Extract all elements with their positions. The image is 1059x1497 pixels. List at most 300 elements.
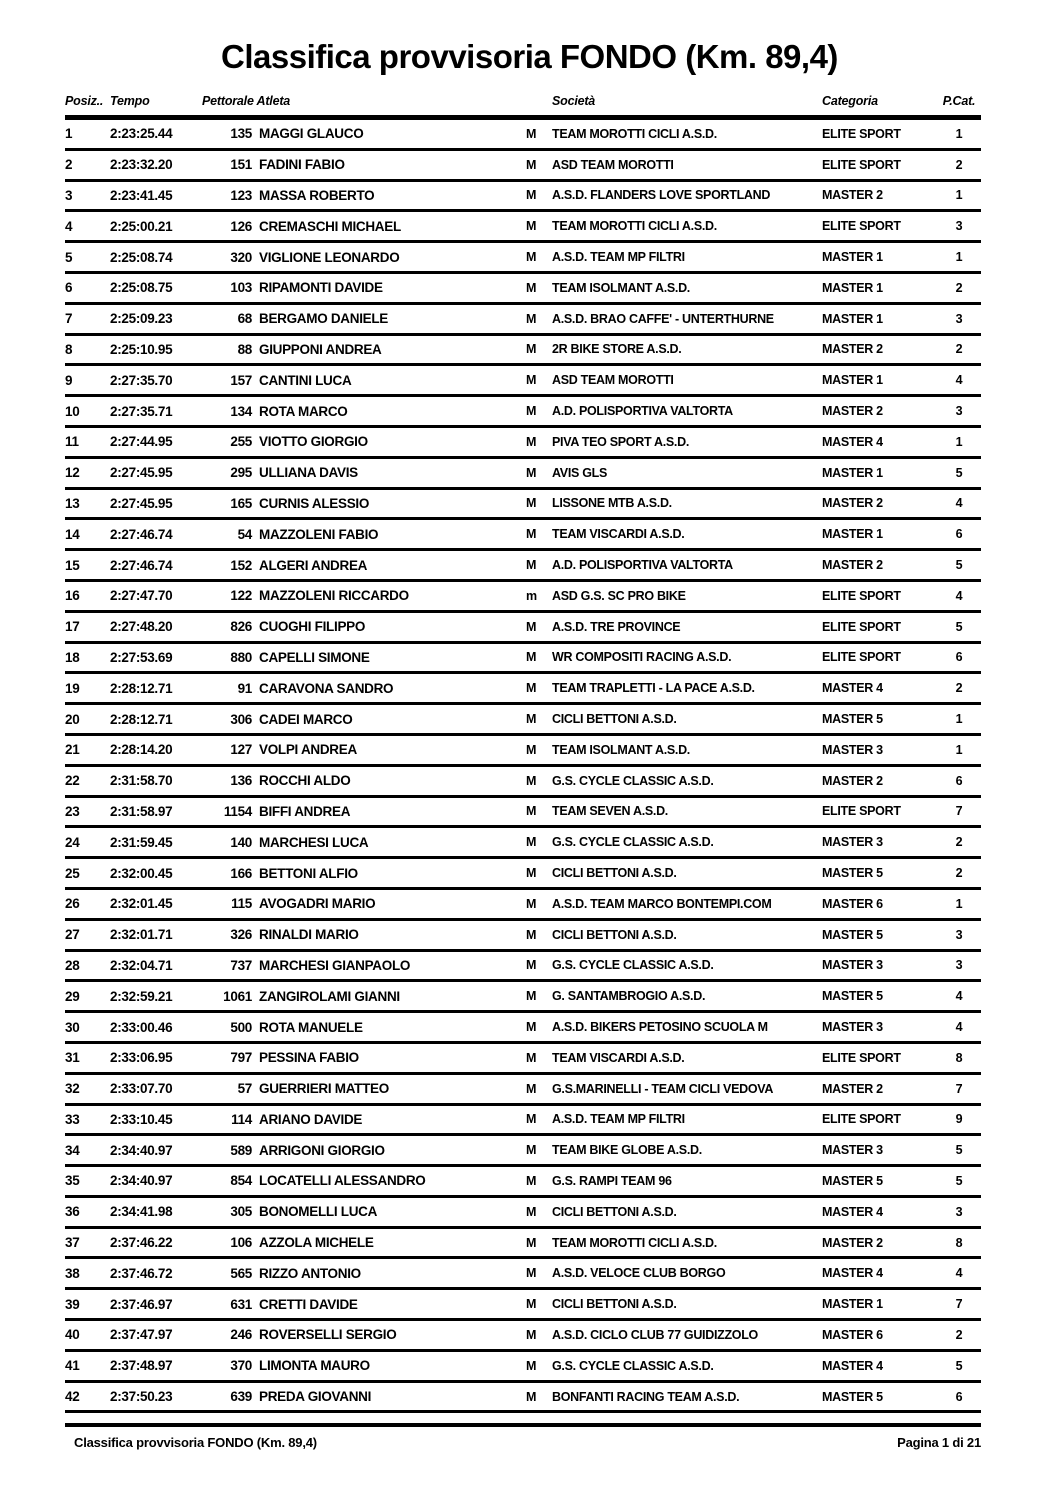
cell-pcat: 6 <box>955 1389 963 1404</box>
table-row <box>65 644 981 675</box>
cell-pettorale: 166 <box>230 865 252 881</box>
cell-sesso: M <box>526 1297 537 1312</box>
cell-pcat: 4 <box>955 588 963 603</box>
cell-categoria: MASTER 6 <box>822 896 883 911</box>
cell-atleta: LIMONTA MAURO <box>259 1358 370 1374</box>
table-row <box>65 613 981 644</box>
cell-tempo: 2:28:14.20 <box>110 742 173 758</box>
cell-tempo: 2:25:00.21 <box>110 218 173 234</box>
cell-atleta: PREDA GIOVANNI <box>259 1389 372 1405</box>
cell-posizione: 22 <box>65 773 80 789</box>
cell-sesso: M <box>526 1266 537 1281</box>
cell-sesso: M <box>526 804 537 819</box>
cell-posizione: 10 <box>65 403 80 419</box>
cell-tempo: 2:27:44.95 <box>110 434 173 450</box>
cell-sesso: M <box>526 835 537 850</box>
cell-atleta: BIFFI ANDREA <box>259 803 351 819</box>
cell-pettorale: 136 <box>230 773 252 789</box>
cell-pcat: 1 <box>955 188 963 203</box>
table-row <box>65 767 981 798</box>
cell-posizione: 39 <box>65 1296 80 1312</box>
cell-pcat: 3 <box>955 927 963 942</box>
cell-sesso: M <box>526 1389 537 1404</box>
cell-tempo: 2:28:12.71 <box>110 711 173 727</box>
column-header-spacer <box>522 94 552 108</box>
cell-pettorale: 246 <box>230 1327 252 1343</box>
cell-tempo: 2:37:47.97 <box>110 1327 173 1343</box>
cell-categoria: MASTER 2 <box>822 404 883 419</box>
cell-sesso: M <box>526 1112 537 1127</box>
cell-atleta: ROTA MARCO <box>259 403 348 419</box>
table-row <box>65 1075 981 1106</box>
cell-sesso: M <box>526 712 537 727</box>
cell-posizione: 15 <box>65 557 80 573</box>
cell-societa: A.S.D. TRE PROVINCE <box>552 619 681 634</box>
cell-societa: A.S.D. TEAM MP FILTRI <box>552 250 685 265</box>
cell-pettorale: 140 <box>230 834 252 850</box>
cell-sesso: M <box>526 1204 537 1219</box>
cell-atleta: AZZOLA MICHELE <box>259 1235 374 1251</box>
cell-pettorale: 114 <box>231 1111 252 1127</box>
cell-sesso: M <box>526 219 537 234</box>
table-row <box>65 366 981 397</box>
cell-tempo: 2:37:46.22 <box>110 1235 173 1251</box>
cell-pcat: 7 <box>955 804 963 819</box>
cell-posizione: 42 <box>65 1389 80 1405</box>
cell-categoria: MASTER 3 <box>822 835 883 850</box>
cell-posizione: 30 <box>65 1019 80 1035</box>
cell-pettorale: 122 <box>230 588 252 604</box>
cell-pcat: 2 <box>955 157 963 172</box>
table-row <box>65 1259 981 1290</box>
cell-pcat: 5 <box>955 465 963 480</box>
cell-tempo: 2:37:46.72 <box>110 1265 173 1281</box>
table-row <box>65 1044 981 1075</box>
cell-tempo: 2:32:01.71 <box>110 927 173 943</box>
cell-atleta: ZANGIROLAMI GIANNI <box>259 988 400 1004</box>
cell-tempo: 2:27:45.95 <box>110 465 173 481</box>
cell-atleta: MAZZOLENI RICCARDO <box>259 588 409 604</box>
cell-posizione: 11 <box>65 434 79 450</box>
cell-categoria: MASTER 4 <box>822 1266 883 1281</box>
cell-pettorale: 737 <box>230 957 252 973</box>
cell-tempo: 2:37:48.97 <box>110 1358 173 1374</box>
cell-sesso: M <box>526 157 537 172</box>
table-row <box>65 459 981 490</box>
cell-pettorale: 826 <box>230 619 252 635</box>
table-row <box>65 274 981 305</box>
cell-sesso: m <box>526 588 537 603</box>
cell-tempo: 2:28:12.71 <box>110 680 173 696</box>
cell-pcat: 5 <box>955 1358 963 1373</box>
cell-atleta: ROVERSELLI SERGIO <box>259 1327 397 1343</box>
cell-tempo: 2:31:58.70 <box>110 773 173 789</box>
cell-pcat: 6 <box>955 650 963 665</box>
table-row <box>65 1383 981 1414</box>
cell-pettorale: 123 <box>230 187 252 203</box>
cell-posizione: 29 <box>65 988 80 1004</box>
cell-societa: G.S. CYCLE CLASSIC A.S.D. <box>552 773 714 788</box>
cell-pcat: 2 <box>955 835 963 850</box>
cell-societa: LISSONE MTB A.S.D. <box>552 496 672 511</box>
cell-societa: CICLI BETTONI A.S.D. <box>552 1204 677 1219</box>
cell-societa: TEAM MOROTTI CICLI A.S.D. <box>552 219 717 234</box>
cell-categoria: MASTER 4 <box>822 681 883 696</box>
cell-categoria: MASTER 2 <box>822 188 883 203</box>
cell-categoria: MASTER 1 <box>822 311 883 326</box>
cell-posizione: 33 <box>65 1111 80 1127</box>
cell-atleta: CANTINI LUCA <box>259 372 352 388</box>
cell-atleta: MARCHESI LUCA <box>259 834 369 850</box>
cell-atleta: AVOGADRI MARIO <box>259 896 376 912</box>
cell-pettorale: 88 <box>237 341 252 357</box>
cell-posizione: 28 <box>65 957 80 973</box>
cell-societa: G.S.MARINELLI - TEAM CICLI VEDOVA <box>552 1081 774 1096</box>
cell-posizione: 36 <box>65 1204 80 1220</box>
footer-page-number: Pagina 1 di 21 <box>897 1435 981 1451</box>
cell-categoria: ELITE SPORT <box>822 126 901 141</box>
cell-pcat: 4 <box>955 1266 963 1281</box>
cell-categoria: ELITE SPORT <box>822 1112 901 1127</box>
cell-pettorale: 320 <box>230 249 252 265</box>
cell-pcat: 5 <box>955 1143 963 1158</box>
cell-sesso: M <box>526 742 537 757</box>
cell-atleta: BERGAMO DANIELE <box>259 311 389 327</box>
cell-pcat: 3 <box>955 219 963 234</box>
table-row <box>65 1136 981 1167</box>
cell-societa: TEAM VISCARDI A.S.D. <box>552 1050 685 1065</box>
cell-atleta: VIOTTO GIORGIO <box>259 434 368 450</box>
cell-categoria: MASTER 3 <box>822 1143 883 1158</box>
cell-pettorale: 126 <box>230 218 252 234</box>
cell-pcat: 1 <box>955 896 963 911</box>
cell-tempo: 2:27:46.74 <box>110 557 173 573</box>
cell-categoria: MASTER 4 <box>822 434 883 449</box>
cell-sesso: M <box>526 527 537 542</box>
cell-tempo: 2:32:04.71 <box>110 957 173 973</box>
cell-pettorale: 152 <box>230 557 252 573</box>
cell-atleta: CURNIS ALESSIO <box>259 495 370 511</box>
cell-pcat: 4 <box>955 989 963 1004</box>
cell-posizione: 18 <box>65 649 80 665</box>
cell-atleta: BONOMELLI LUCA <box>259 1204 378 1220</box>
cell-categoria: MASTER 1 <box>822 250 883 265</box>
cell-categoria: MASTER 3 <box>822 1020 883 1034</box>
cell-sesso: M <box>526 404 537 419</box>
table-row <box>65 520 981 551</box>
cell-posizione: 19 <box>65 680 80 696</box>
cell-atleta: RIPAMONTI DAVIDE <box>259 280 383 296</box>
cell-posizione: 26 <box>65 896 80 912</box>
column-header-tempo: Tempo <box>110 94 150 108</box>
cell-societa: G.S. RAMPI TEAM 96 <box>552 1173 672 1188</box>
cell-categoria: MASTER 2 <box>822 773 883 788</box>
cell-pettorale: 1154 <box>223 803 252 819</box>
cell-societa: A.S.D. BRAO CAFFE' - UNTERTHURNE <box>552 311 774 326</box>
table-row <box>65 798 981 829</box>
cell-sesso: M <box>526 866 537 881</box>
cell-societa: ASD TEAM MOROTTI <box>552 373 674 388</box>
cell-pettorale: 157 <box>230 372 252 388</box>
cell-sesso: M <box>526 126 537 141</box>
cell-tempo: 2:34:40.97 <box>110 1173 173 1189</box>
cell-tempo: 2:27:47.70 <box>110 588 173 604</box>
cell-posizione: 7 <box>65 311 73 327</box>
cell-pcat: 1 <box>955 742 963 757</box>
cell-categoria: MASTER 1 <box>822 527 883 542</box>
table-row <box>65 490 981 521</box>
cell-atleta: PESSINA FABIO <box>259 1050 359 1066</box>
cell-pettorale: 880 <box>230 649 252 665</box>
table-row <box>65 736 981 767</box>
cell-sesso: M <box>526 896 537 911</box>
cell-pcat: 4 <box>955 373 963 388</box>
cell-tempo: 2:25:08.74 <box>110 249 173 265</box>
table-row <box>65 1352 981 1383</box>
cell-tempo: 2:25:08.75 <box>110 280 173 296</box>
cell-societa: WR COMPOSITI RACING A.S.D. <box>552 650 732 665</box>
cell-atleta: ARRIGONI GIORGIO <box>259 1142 385 1158</box>
cell-atleta: CADEI MARCO <box>259 711 353 727</box>
cell-atleta: CUOGHI FILIPPO <box>259 619 366 635</box>
cell-societa: G.S. CYCLE CLASSIC A.S.D. <box>552 958 714 973</box>
cell-pcat: 6 <box>955 773 963 788</box>
cell-posizione: 23 <box>65 803 80 819</box>
cell-categoria: ELITE SPORT <box>822 157 901 172</box>
cell-posizione: 17 <box>65 619 80 635</box>
table-row <box>65 182 981 213</box>
cell-tempo: 2:23:41.45 <box>110 187 173 203</box>
cell-pcat: 3 <box>955 404 963 419</box>
cell-pettorale: 565 <box>230 1265 252 1281</box>
cell-posizione: 25 <box>65 865 80 881</box>
cell-posizione: 4 <box>65 218 73 234</box>
cell-categoria: MASTER 6 <box>822 1327 883 1342</box>
cell-sesso: M <box>526 373 537 388</box>
cell-atleta: MARCHESI GIANPAOLO <box>259 957 411 973</box>
table-row <box>65 1229 981 1260</box>
cell-sesso: M <box>526 1327 537 1342</box>
cell-categoria: MASTER 2 <box>822 558 883 573</box>
table-row <box>65 1290 981 1321</box>
cell-atleta: CARAVONA SANDRO <box>259 680 394 696</box>
cell-sesso: M <box>526 1020 537 1034</box>
cell-pcat: 7 <box>955 1297 963 1312</box>
cell-tempo: 2:33:07.70 <box>110 1081 173 1097</box>
cell-categoria: MASTER 5 <box>822 1389 883 1404</box>
cell-societa: ASD TEAM MOROTTI <box>552 157 674 172</box>
cell-societa: A.S.D. FLANDERS LOVE SPORTLAND <box>552 188 771 203</box>
cell-pcat: 3 <box>955 1204 963 1219</box>
table-row <box>65 705 981 736</box>
page-title: Classifica provvisoria FONDO (Km. 89,4) <box>221 38 838 75</box>
cell-posizione: 20 <box>65 711 80 727</box>
cell-atleta: ULLIANA DAVIS <box>259 465 358 481</box>
cell-pcat: 1 <box>955 250 963 265</box>
cell-atleta: VIGLIONE LEONARDO <box>259 249 400 265</box>
cell-pettorale: 370 <box>230 1358 252 1374</box>
footer-title: Classifica provvisoria FONDO (Km. 89,4) <box>74 1435 317 1451</box>
cell-posizione: 27 <box>65 927 80 943</box>
cell-pcat: 3 <box>955 311 963 326</box>
table-row <box>65 921 981 952</box>
cell-tempo: 2:23:32.20 <box>110 157 173 173</box>
cell-societa: A.D. POLISPORTIVA VALTORTA <box>552 558 733 573</box>
cell-tempo: 2:31:59.45 <box>110 834 173 850</box>
cell-atleta: MAGGI GLAUCO <box>259 126 364 142</box>
cell-tempo: 2:33:06.95 <box>110 1050 173 1066</box>
cell-atleta: ROTA MANUELE <box>259 1019 363 1035</box>
table-row <box>65 890 981 921</box>
cell-pettorale: 589 <box>230 1142 252 1158</box>
table-row <box>65 828 981 859</box>
cell-tempo: 2:27:48.20 <box>110 619 173 635</box>
cell-tempo: 2:23:25.44 <box>110 126 173 142</box>
table-row <box>65 1198 981 1229</box>
cell-pettorale: 854 <box>230 1173 252 1189</box>
cell-societa: TEAM SEVEN A.S.D. <box>552 804 668 819</box>
cell-pcat: 4 <box>955 496 963 511</box>
cell-categoria: MASTER 1 <box>822 465 883 480</box>
cell-societa: A.S.D. VELOCE CLUB BORGO <box>552 1266 726 1281</box>
table-row <box>65 397 981 428</box>
cell-sesso: M <box>526 434 537 449</box>
cell-categoria: MASTER 2 <box>822 1081 883 1096</box>
cell-pcat: 9 <box>955 1112 963 1127</box>
cell-pcat: 2 <box>955 1327 963 1342</box>
cell-atleta: FADINI FABIO <box>259 157 345 173</box>
column-header-pettorale-atleta: Pettorale Atleta <box>202 94 291 108</box>
cell-atleta: BETTONI ALFIO <box>259 865 358 881</box>
cell-sesso: M <box>526 619 537 634</box>
cell-societa: A.S.D. BIKERS PETOSINO SCUOLA M <box>552 1020 768 1034</box>
cell-categoria: ELITE SPORT <box>822 1050 901 1065</box>
cell-pettorale: 165 <box>230 495 252 511</box>
cell-societa: TEAM ISOLMANT A.S.D. <box>552 280 690 295</box>
cell-pettorale: 500 <box>230 1019 252 1035</box>
cell-posizione: 31 <box>65 1050 80 1066</box>
cell-pettorale: 54 <box>237 526 252 542</box>
cell-tempo: 2:34:41.98 <box>110 1204 173 1220</box>
cell-sesso: M <box>526 342 537 357</box>
cell-societa: TEAM ISOLMANT A.S.D. <box>552 742 690 757</box>
cell-pcat: 8 <box>955 1235 963 1250</box>
cell-sesso: M <box>526 558 537 573</box>
cell-categoria: MASTER 1 <box>822 373 883 388</box>
cell-sesso: M <box>526 958 537 973</box>
cell-categoria: ELITE SPORT <box>822 588 901 603</box>
cell-atleta: CAPELLI SIMONE <box>259 649 370 665</box>
cell-pettorale: 305 <box>230 1204 252 1220</box>
cell-categoria: MASTER 2 <box>822 342 883 357</box>
cell-tempo: 2:27:53.69 <box>110 649 173 665</box>
cell-societa: CICLI BETTONI A.S.D. <box>552 927 677 942</box>
table-row <box>65 212 981 243</box>
cell-pettorale: 295 <box>230 465 252 481</box>
cell-posizione: 3 <box>65 187 73 203</box>
cell-societa: 2R BIKE STORE A.S.D. <box>552 342 682 357</box>
cell-societa: A.S.D. CICLO CLUB 77 GUIDIZZOLO <box>552 1327 758 1342</box>
cell-categoria: MASTER 5 <box>822 1173 883 1188</box>
cell-sesso: M <box>526 250 537 265</box>
cell-sesso: M <box>526 465 537 480</box>
cell-societa: A.D. POLISPORTIVA VALTORTA <box>552 404 733 419</box>
table-row <box>65 859 981 890</box>
cell-tempo: 2:33:10.45 <box>110 1111 173 1127</box>
cell-societa: PIVA TEO SPORT A.S.D. <box>552 434 690 449</box>
cell-atleta: GUERRIERI MATTEO <box>259 1081 389 1097</box>
cell-atleta: MAZZOLENI FABIO <box>259 526 379 542</box>
table-row <box>65 151 981 182</box>
cell-posizione: 21 <box>65 742 80 758</box>
cell-posizione: 12 <box>65 465 80 481</box>
cell-pettorale: 1061 <box>223 988 252 1004</box>
cell-societa: TEAM TRAPLETTI - LA PACE A.S.D. <box>552 681 755 696</box>
cell-posizione: 5 <box>65 249 73 265</box>
cell-posizione: 38 <box>65 1265 80 1281</box>
cell-societa: TEAM MOROTTI CICLI A.S.D. <box>552 126 717 141</box>
cell-pcat: 7 <box>955 1081 963 1096</box>
cell-pcat: 2 <box>955 681 963 696</box>
cell-atleta: MASSA ROBERTO <box>259 187 375 203</box>
cell-societa: TEAM VISCARDI A.S.D. <box>552 527 685 542</box>
cell-pettorale: 797 <box>230 1050 252 1066</box>
cell-posizione: 8 <box>65 341 73 357</box>
cell-atleta: CRETTI DAVIDE <box>259 1296 358 1312</box>
cell-societa: CICLI BETTONI A.S.D. <box>552 866 677 881</box>
cell-categoria: MASTER 3 <box>822 958 883 973</box>
table-row <box>65 1106 981 1137</box>
cell-pcat: 8 <box>955 1050 963 1065</box>
table-row <box>65 428 981 459</box>
cell-sesso: M <box>526 681 537 696</box>
table-row <box>65 120 981 151</box>
cell-atleta: GIUPPONI ANDREA <box>259 341 382 357</box>
cell-categoria: ELITE SPORT <box>822 650 901 665</box>
cell-posizione: 37 <box>65 1235 80 1251</box>
cell-tempo: 2:27:35.71 <box>110 403 173 419</box>
cell-sesso: M <box>526 773 537 788</box>
cell-societa: TEAM BIKE GLOBE A.S.D. <box>552 1143 702 1158</box>
table-row <box>65 952 981 983</box>
cell-tempo: 2:27:46.74 <box>110 526 173 542</box>
cell-atleta: VOLPI ANDREA <box>259 742 357 758</box>
cell-sesso: M <box>526 650 537 665</box>
cell-tempo: 2:33:00.46 <box>110 1019 173 1035</box>
table-row <box>65 582 981 613</box>
cell-pettorale: 68 <box>237 311 252 327</box>
cell-pettorale: 631 <box>230 1296 252 1312</box>
cell-tempo: 2:27:35.70 <box>110 372 173 388</box>
cell-pettorale: 151 <box>230 157 252 173</box>
cell-categoria: ELITE SPORT <box>822 219 901 234</box>
cell-posizione: 16 <box>65 588 80 604</box>
cell-pettorale: 135 <box>230 126 252 142</box>
cell-tempo: 2:32:01.45 <box>110 896 173 912</box>
cell-societa: CICLI BETTONI A.S.D. <box>552 1297 677 1312</box>
cell-pcat: 2 <box>955 280 963 295</box>
table-row <box>65 243 981 274</box>
cell-tempo: 2:37:46.97 <box>110 1296 173 1312</box>
cell-pettorale: 255 <box>230 434 252 450</box>
cell-posizione: 6 <box>65 280 73 296</box>
cell-atleta: CREMASCHI MICHAEL <box>259 218 401 234</box>
cell-societa: A.S.D. TEAM MARCO BONTEMPI.COM <box>552 896 772 911</box>
cell-societa: AVIS GLS <box>552 465 608 480</box>
cell-atleta: RINALDI MARIO <box>259 927 359 943</box>
cell-pcat: 1 <box>955 434 963 449</box>
cell-categoria: ELITE SPORT <box>822 804 901 819</box>
